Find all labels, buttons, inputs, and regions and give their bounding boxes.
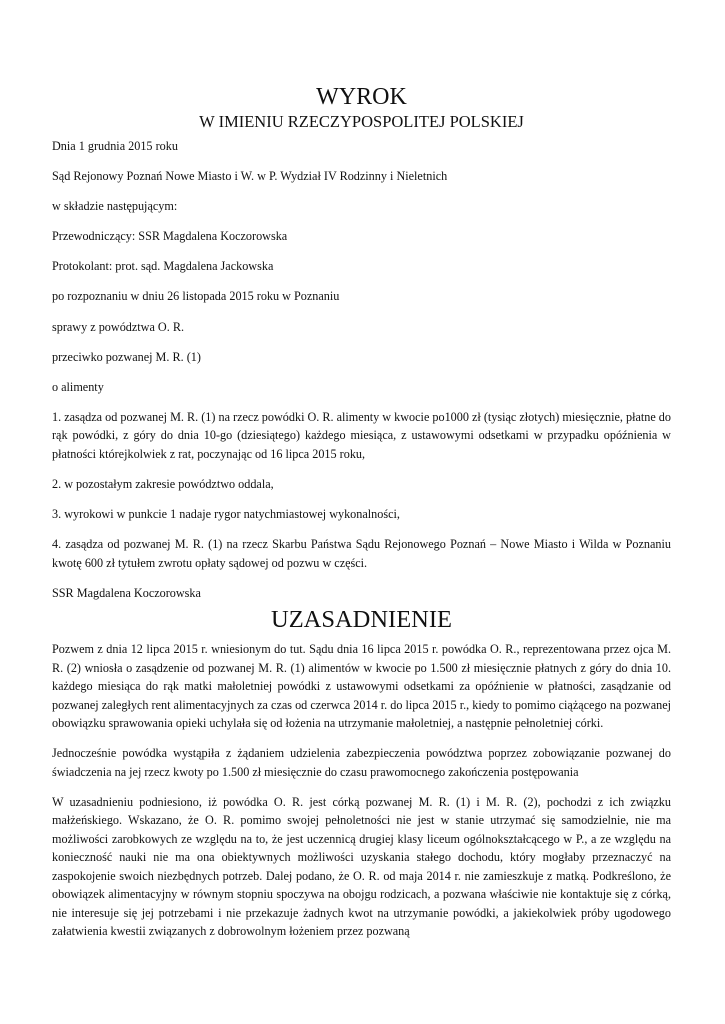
justification-title: UZASADNIENIE xyxy=(271,606,452,634)
justification-paragraph-2: Jednocześnie powódka wystąpiła z żądaniem udzielenia zabezpieczenia powództwa poprzez zobowiązanie pozwanej do świadczenia na jej rzecz kwoty po 1.500 zł miesięcznie do czasu prawomocnego zakończenia postępowania xyxy=(52,746,671,779)
case-plaintiff: sprawy z powództwa O. R. xyxy=(52,319,185,334)
court-name: Sąd Rejonowy Poznań Nowe Miasto i W. w P. Wydział IV Rodzinny i Nieletnich xyxy=(52,169,448,184)
justification-paragraph-3: W uzasadnieniu podniesiono, iż powódka O. R. jest córką pozwanej M. R. (1) i M. R. (2), pochodzi z ich związku małżeńskiego. Wskazano, że O. R. pomimo swojej pełnoletności nie jest w stanie utrzymać się samodzielnie, nie ma możliwości zarobkowych ze względu na to, że jest uczennicą drugiej klasy liceum ogólnokształcącego w P., a ze względu na konieczność nauki nie ma ona obiektywnych możliwości uzyskania stałego dochodu, który mogłaby przeznaczyć na zaspokojenie swoich niezbędnych potrzeb. Dalej podano, że O. R. od maja 2014 r. nie zamieszkuje z matką. Podkreślono, że obowiązek alimentacyjny w równym stopniu spoczywa na obojgu rodzicach, a pozwana właściwie nie kontaktuje się z córką, nie interesuje się jej potrzebami i nie przekazuje żadnych kwot na utrzymanie powódki, a jakiekolwiek próby ugodowego załatwienia kwestii związanych z dobrowolnym łożeniem przez pozwaną xyxy=(52,794,671,939)
verdict-point-1: 1. zasądza od pozwanej M. R. (1) na rzecz powódki O. R. alimenty w kwocie po1000 zł (tysiąc złotych) miesięcznie, płatne do rąk powódki, z góry do dnia 10-go (dziesiątego) każdego miesiąca, z ustawowymi odsetkami w przypadku opóźnienia w płatności którejkolwiek z rat, poczynając od 16 lipca 2015 roku, xyxy=(52,409,671,461)
verdict-point-4: 4. zasądza od pozwanej M. R. (1) na rzecz Skarbu Państwa Sądu Rejonowego Poznań – Nowe Miasto i Wilda w Poznaniu kwotę 600 zł tytułem zwrotu opłaty sądowej od pozwu w części. xyxy=(52,537,671,570)
verdict-date: Dnia 1 grudnia 2015 roku xyxy=(52,139,178,153)
case-defendant: przeciwko pozwanej M. R. (1) xyxy=(52,349,201,364)
case-subject: o alimenty xyxy=(52,379,104,394)
document-subtitle: W IMIENIU RZECZYPOSPOLITEJ POLSKIEJ xyxy=(199,112,524,131)
verdict-point-2: 2. w pozostałym zakresie powództwo oddala, xyxy=(52,476,274,491)
document-title: WYROK xyxy=(316,84,407,110)
hearing-info: po rozpoznaniu w dniu 26 listopada 2015 roku w Poznaniu xyxy=(52,289,340,304)
court-clerk: Protokolant: prot. sąd. Magdalena Jackowska xyxy=(52,259,274,274)
document-page xyxy=(52,84,671,953)
presiding-judge: Przewodniczący: SSR Magdalena Koczorowska xyxy=(52,229,288,244)
justification-paragraph-1: Pozwem z dnia 12 lipca 2015 r. wniesionym do tut. Sądu dnia 16 lipca 2015 r. powódka O. R., reprezentowana przez ojca M. R. (2) wniosła o zasądzenie od pozwanej M. R. (1) alimentów w kwocie po 1.500 zł miesięcznie płatnych z góry do dnia 10. każdego miesiąca do rąk matki małoletniej powódki z ustawowymi odsetkami za opóźnienie w płatności, zasądzanie od pozwanej zaległych rent alimentacyjnych za czas od czerwca 2014 r. do lipca 2015 r., kiedy to pomimo ciążącego na pozwanej obowiązku sprawowania opieki uchylała się od łożenia na utrzymanie małoletniej, a następnie pełnoletniej córki. xyxy=(52,642,671,731)
verdict-point-3: 3. wyrokowi w punkcie 1 nadaje rygor natychmiastowej wykonalności, xyxy=(52,507,400,522)
judge-signature: SSR Magdalena Koczorowska xyxy=(52,585,201,600)
composition-label: w składzie następującym: xyxy=(52,199,178,214)
